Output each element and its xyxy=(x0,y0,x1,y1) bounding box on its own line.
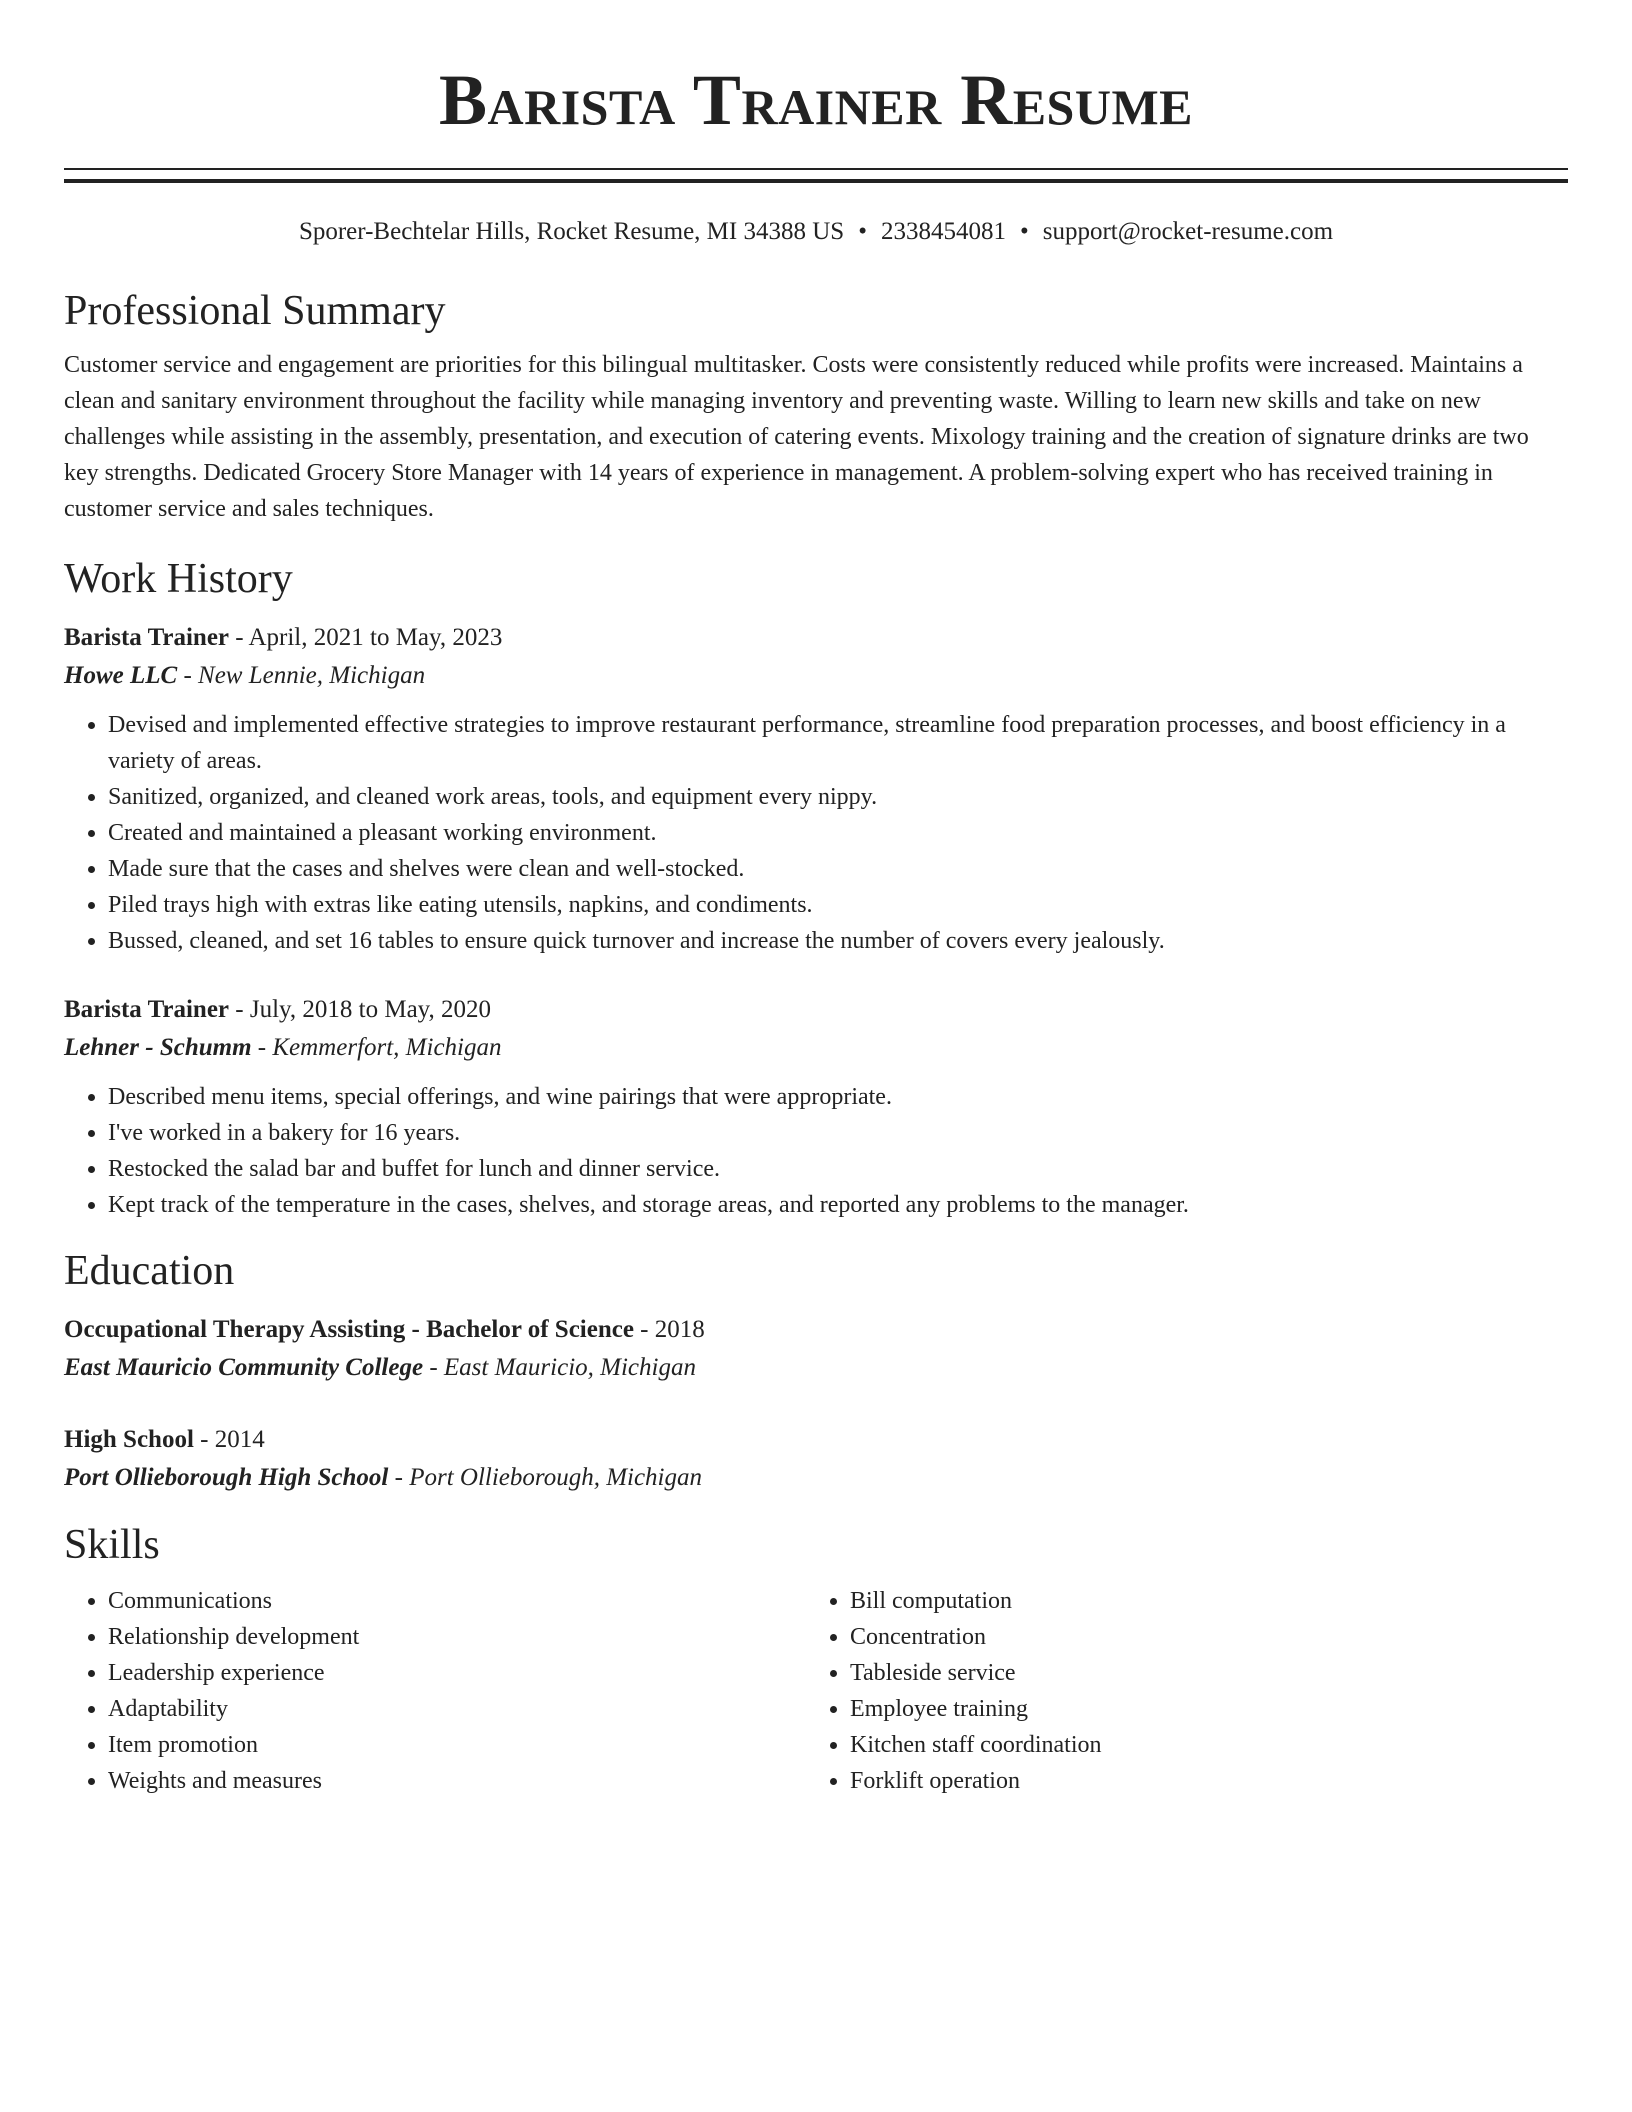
job-entry xyxy=(64,991,1568,1223)
skill-item: • Employee training xyxy=(850,1691,1548,1727)
education-location: East Mauricio, Michigan xyxy=(443,1354,696,1381)
dash: - xyxy=(394,1464,403,1491)
contact-separator: • xyxy=(858,218,867,245)
skill-item: • Communications xyxy=(108,1583,806,1619)
job-bullet: • Described menu items, special offerings, and wine pairings that were appropriate. xyxy=(108,1079,1568,1115)
education-school-line xyxy=(64,1459,1568,1497)
job-company-line xyxy=(64,1029,1568,1067)
education-header xyxy=(64,1421,1568,1459)
work-history-section xyxy=(64,553,1568,1223)
skills-list-right xyxy=(806,1583,1548,1799)
skill-item: • Kitchen staff coordination xyxy=(850,1727,1548,1763)
job-bullet: • Sanitized, organized, and cleaned work areas, tools, and equipment every nippy. xyxy=(108,779,1568,815)
dash: - xyxy=(429,1354,438,1381)
education-header xyxy=(64,1311,1568,1349)
contact-separator: • xyxy=(1019,218,1029,245)
job-entry xyxy=(64,619,1568,959)
summary-heading: Professional Summary xyxy=(64,288,446,334)
job-company: Howe LLC xyxy=(64,662,178,689)
dash: - xyxy=(183,662,192,689)
job-bullets xyxy=(64,1079,1568,1223)
job-title: Barista Trainer xyxy=(64,996,230,1023)
contact-email: support@rocket-resume.com xyxy=(1042,218,1334,245)
skill-item: • Adaptability xyxy=(108,1691,806,1727)
skill-item: • Weights and measures xyxy=(108,1763,806,1799)
job-header xyxy=(64,619,1568,657)
summary-section xyxy=(64,285,1568,527)
education-school-line xyxy=(64,1349,1568,1387)
skills-section xyxy=(64,1519,1568,1799)
skill-item: • Forklift operation xyxy=(850,1763,1548,1799)
dash: - xyxy=(200,1426,209,1453)
education-school: East Mauricio Community College xyxy=(64,1354,424,1381)
job-dates: July, 2018 to May, 2020 xyxy=(249,996,492,1023)
job-bullet: • Devised and implemented effective strategies to improve restaurant performance, streamline food preparation processes, and boost efficiency in a variety of areas. xyxy=(108,707,1568,779)
skill-item: • Item promotion xyxy=(108,1727,806,1763)
skill-item: • Concentration xyxy=(850,1619,1548,1655)
job-bullets xyxy=(64,707,1568,959)
education-year: 2014 xyxy=(214,1426,265,1453)
dash: - xyxy=(640,1316,649,1343)
job-company-line xyxy=(64,657,1568,695)
education-entry xyxy=(64,1421,1568,1497)
contact-line xyxy=(64,215,1568,249)
job-dates: April, 2021 to May, 2023 xyxy=(248,624,503,651)
education-heading: Education xyxy=(64,1248,235,1294)
education-entry xyxy=(64,1311,1568,1387)
job-location: New Lennie, Michigan xyxy=(198,662,426,689)
job-bullet: • Created and maintained a pleasant working environment. xyxy=(108,815,1568,851)
resume-title: Barista Trainer Resume xyxy=(438,60,1194,140)
job-company: Lehner - Schumm xyxy=(64,1034,252,1061)
skill-item: • Bill computation xyxy=(850,1583,1548,1619)
job-bullet: • Kept track of the temperature in the cases, shelves, and storage areas, and reported any problems to the manager. xyxy=(108,1187,1568,1223)
skill-item: • Tableside service xyxy=(850,1655,1548,1691)
contact-phone: 2338454081 xyxy=(880,218,1006,245)
skill-item: • Leadership experience xyxy=(108,1655,806,1691)
education-section xyxy=(64,1245,1568,1497)
job-bullet: • Bussed, cleaned, and set 16 tables to ensure quick turnover and increase the number of covers every jealously. xyxy=(108,923,1568,959)
job-header xyxy=(64,991,1568,1029)
education-school: Port Ollieborough High School xyxy=(64,1464,389,1491)
dash: - xyxy=(235,996,244,1023)
summary-text: Customer service and engagement are priorities for this bilingual multitasker. Costs were consistently reduced while profits were increased. Maintains a clean and sanitary environment throughout the facility while managing inventory and preventing waste. Willing to learn new skills and take on new challenges while assisting in the assembly, presentation, and execution of catering events. Mixology training and the creation of signature drinks are two key strengths. Dedicated Grocery Store Manager with 14 years of experience in management. A problem-solving expert who has received training in customer service and sales techniques. xyxy=(64,352,1529,522)
job-bullet: • Restocked the salad bar and buffet for lunch and dinner service. xyxy=(108,1151,1568,1187)
title-divider xyxy=(64,168,1568,183)
job-title: Barista Trainer xyxy=(64,624,230,651)
education-location: Port Ollieborough, Michigan xyxy=(409,1464,703,1491)
skill-item: • Relationship development xyxy=(108,1619,806,1655)
education-degree: High School xyxy=(64,1426,194,1453)
contact-address: Sporer-Bechtelar Hills, Rocket Resume, MI 34388 US xyxy=(298,218,845,245)
dash: - xyxy=(257,1034,267,1061)
dash: - xyxy=(235,624,244,651)
job-bullet: • I've worked in a bakery for 16 years. xyxy=(108,1115,1568,1151)
job-location: Kemmerfort, Michigan xyxy=(272,1034,502,1061)
skills-list-left xyxy=(64,1583,806,1799)
skills-columns xyxy=(64,1583,1568,1799)
job-bullet: • Piled trays high with extras like eating utensils, napkins, and condiments. xyxy=(108,887,1568,923)
education-degree: Occupational Therapy Assisting - Bachelor of Science xyxy=(64,1316,634,1343)
work-history-heading: Work History xyxy=(64,556,293,602)
skills-heading: Skills xyxy=(64,1522,160,1568)
education-year: 2018 xyxy=(654,1316,705,1343)
job-bullet: • Made sure that the cases and shelves were clean and well-stocked. xyxy=(108,851,1568,887)
